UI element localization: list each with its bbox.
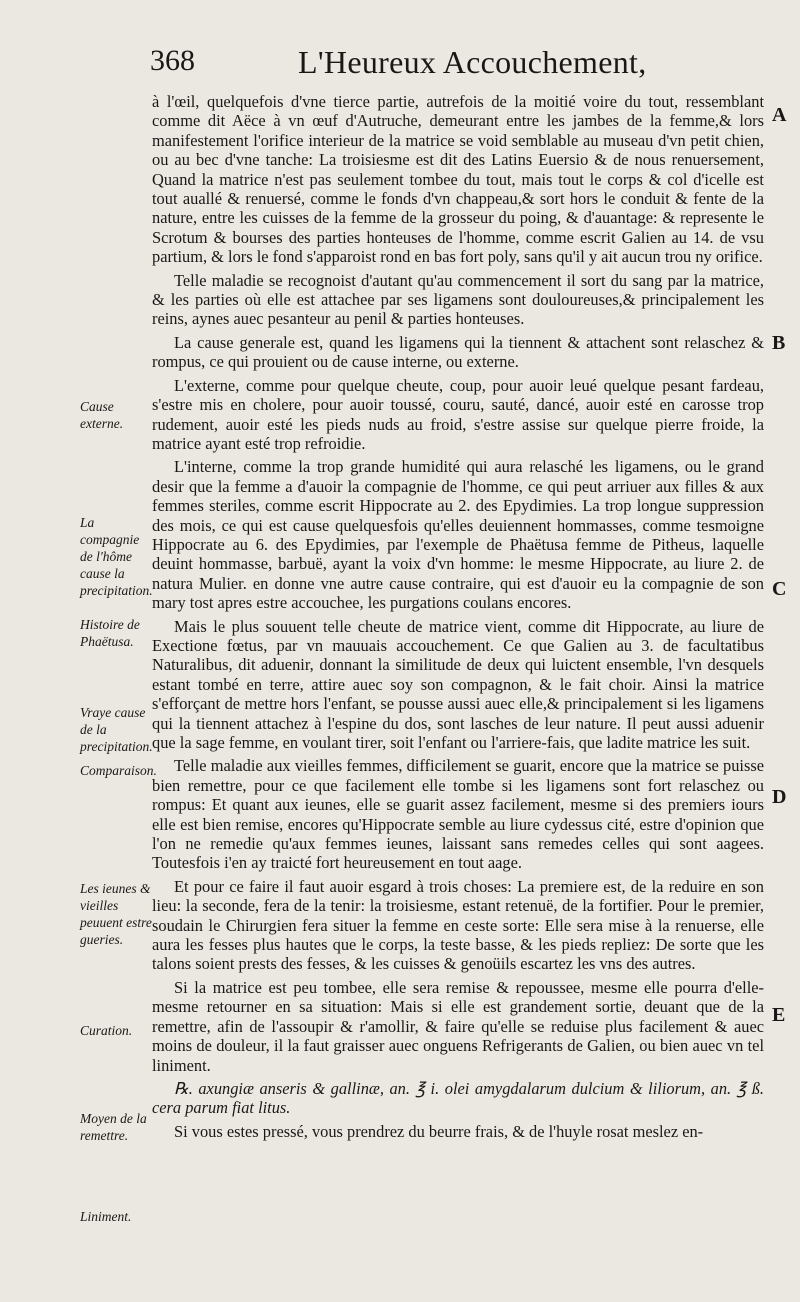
- side-letter: D: [772, 786, 787, 808]
- margin-note: Liniment.: [80, 1209, 132, 1224]
- margin-note: Comparaison.: [80, 763, 157, 778]
- margin-note: Vraye cause de la precipitation.: [80, 705, 153, 754]
- paragraph: à l'œil, quelquefois d'vne tierce partie, autrefois de la moitié voire du tout, ressemblant comme dit Aëce à vn œuf d'Autruche, demeurant entre les jambes de la femme,& lors manifestement l'orifice interieur de la matrice se void semblable au museau d'vn petit chien, ou au bec d'vne tanche: La troisiesme est dit des Latins Euersio & de nous renuersement, Quand la matrice n'est pas seulement tombee du tout, mais tout le corps & col d'icelle est tout auallé & renuersé, comme le fonds d'vn chappeau,& sort hors le conduit & fente de la nature, entre les cuisses de la femme de la grosseur du poing, & d'auantage: & represente le Scrotum & bourses des parties honteuses de l'homme, comme escrit Galien au 14. de vsu partium, & lors le fond s'apparoist rond en bas fort poly, sans qu'il y ait aucun trou ny orifice.: [152, 92, 764, 267]
- side-letter: B: [772, 332, 786, 354]
- paragraph: Telle maladie aux vieilles femmes, difficilement se guarit, encore que la matrice se puisse bien remettre, pour ce que facilement elle tombe si les ligamens sont fort relaschez ou rompus: Et quant aux ieunes, elle se guarit assez facilement, mesme si des premiers iours elle est bien remise, encores qu'Hippocrate semble au liure cydessus cité, estre d'opinion que l'on ne remedie qu'aux femmes ieunes, laissant sans remedes celles qui sont aagees. Toutesfois i'en ay traicté fort heureusement en tout aage.: [152, 756, 764, 873]
- margin-note: La compagnie de l'hôme cause la precipitation.: [80, 515, 153, 598]
- margin-note: Curation.: [80, 1023, 133, 1038]
- body-text: [152, 92, 764, 1145]
- recipe-paragraph: ℞. axungiæ anseris & gallinæ, an. ℥ i. olei amygdalarum dulcium & liliorum, an. ℥ ß. cera parum fiat litus.: [152, 1078, 764, 1118]
- paragraph: Si la matrice est peu tombee, elle sera remise & repoussee, mesme elle pourra d'elle-mesme retourner en sa situation: Mais si elle est grandement sortie, deuant que de la remettre, afin de l'assoupir & r'amollir, & faire qu'elle se reduise plus facilement & auec moins de douleur, il la faut graisser auec onguens Refrigerants de Galien, ou bien auec vn tel liniment.: [152, 977, 764, 1075]
- side-letter: C: [772, 578, 787, 600]
- margin-note: Histoire de Phaëtusa.: [80, 617, 140, 649]
- paragraph: L'externe, comme pour quelque cheute, coup, pour auoir leué quelque pesant fardeau, s'estre mis en cholere, pour auoir toussé, couru, sauté, dancé, auoir esté en carosse trop rudement, auoir esté les pieds nuds au froid, s'estre assise sur quelque pierre froide, la matrice ayant esté trop refroidie.: [152, 375, 764, 453]
- page-number: 368: [150, 44, 195, 77]
- paragraph: Et pour ce faire il faut auoir esgard à trois choses: La premiere est, de la reduire en son lieu: la seconde, fera de la tenir: la troisiesme, estant retenuë, de la fortifier. Pour le premier, soudain le Chirurgien fera situer la femme en ceste sorte: Elle sera mise à la renuerse, elle aura les fesses plus hautes que le corps, la teste basse, & les pieds repliez: De sorte que les talons soient prests des fesses, & les cuisses & genoüils escartez les vns des autres.: [152, 876, 764, 974]
- paragraph: La cause generale est, quand les ligamens qui la tiennent & attachent sont relaschez & rompus, ce qui prouient ou de cause interne, ou externe.: [152, 332, 764, 372]
- side-letter: E: [772, 1004, 786, 1026]
- margin-note: Moyen de la remettre.: [80, 1111, 147, 1143]
- running-title: L'Heureux Accouchement,: [298, 44, 647, 80]
- paragraph: Telle maladie se recognoist d'autant qu'au commencement il sort du sang par la matrice, & les parties où elle est attachee par ses ligamens sont douloureuses,& principalement les reins, aynes auec pesanteur au penil & parties honteuses.: [152, 270, 764, 329]
- side-letter: A: [772, 104, 787, 126]
- margin-note: Les ieunes & vieilles peuuent estre gueries.: [80, 881, 152, 947]
- paragraph: Si vous estes pressé, vous prendrez du beurre frais, & de l'huyle rosat meslez en-: [174, 1121, 704, 1141]
- paragraph: Mais le plus souuent telle cheute de matrice vient, comme dit Hippocrate, au liure de Exectione fœtus, par vn mauuais accouchement. Ce que Galien au 3. de facultatibus Naturalibus, dit aduenir, donnant la similitude de deux qui luictent ensemble, l'vn desquels estant tombé en terre, attire auec soy son compagnon, & le fait choir. Ainsi la matrice s'efforçant de mettre hors l'enfant, se pousse aussi auec elle,& principalement si les ligamens qui la tiennent attachez à l'espine du dos, sont lasches de leur nature. Il peut aussi aduenir que la sage femme, en voulant tirer, soit l'enfant ou l'arriere-fais, que ladite matrice les suit.: [152, 616, 764, 752]
- margin-note: Cause externe.: [80, 399, 124, 431]
- paragraph: L'interne, comme la trop grande humidité qui aura relasché les ligamens, ou le grand desir que la femme a d'auoir la compagnie de l'homme, ce qui peut arriuer aux filles & aux femmes steriles, comme escrit Hippocrate au 2. des Epydimies. La trop longue suppression des mois, ce qui est cause quelquesfois qu'elles deuiennent hommasses, comme tesmoigne Hippocrate au 6. des Epydimies, par l'exemple de Phaëtusa femme de Pitheus, laquelle deuint hommasse, barbuë, ayant la voix d'vn homme: le mesme Hippocrate, au liure 2. de natura Mulier. en donne vne autre cause contraire, qui est d'auoir eu la compagnie de son mary tost apres estre accouchee, les purgations coulans encores.: [152, 457, 764, 613]
- page-header: [150, 44, 770, 92]
